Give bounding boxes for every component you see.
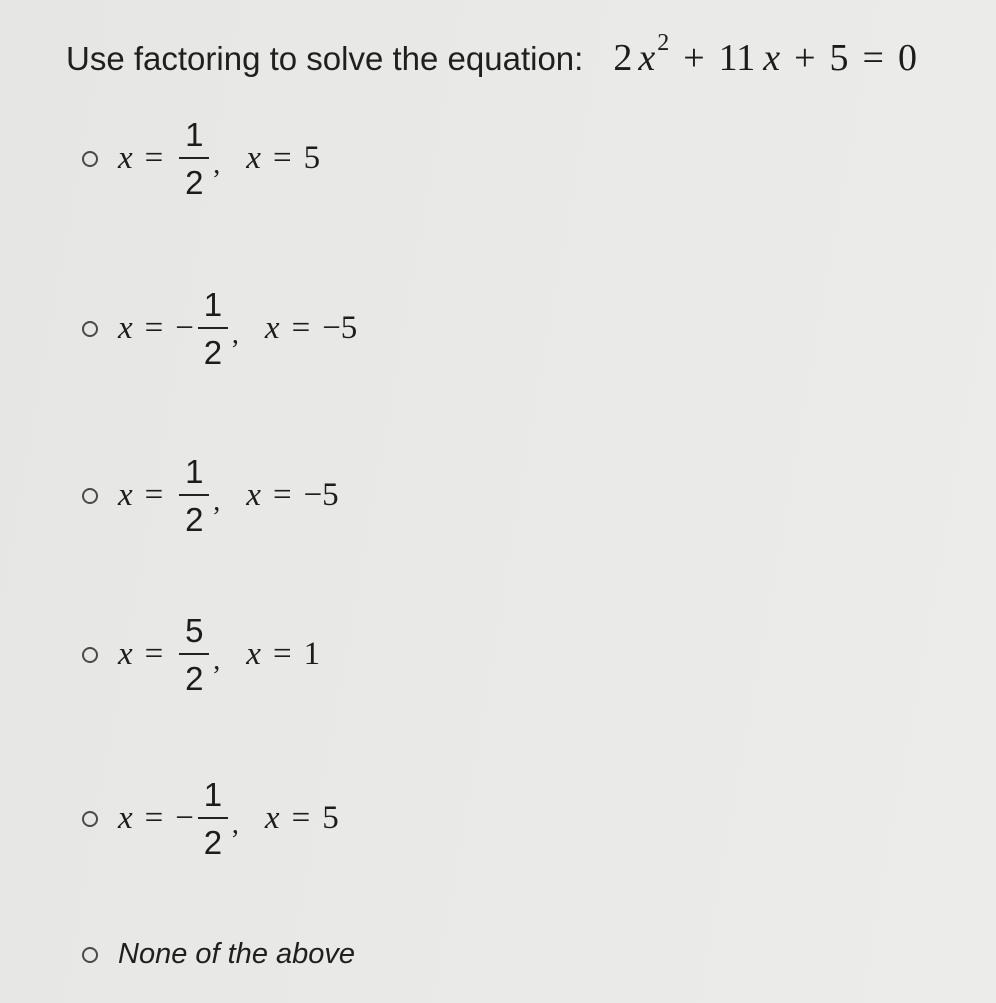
- option-fraction: [179, 614, 209, 695]
- fraction-denominator: 2: [185, 501, 204, 538]
- fraction-numerator: 1: [203, 286, 223, 323]
- option-value-2: −5: [303, 477, 339, 513]
- eq-constant: 5: [829, 37, 849, 79]
- option-comma: ,: [231, 318, 239, 350]
- option-var-2: x: [246, 477, 261, 513]
- answer-option-5[interactable]: [82, 778, 339, 859]
- none-of-the-above-label: None of the above: [118, 938, 356, 970]
- option-equals-2: =: [291, 310, 311, 346]
- radio-button-option-none[interactable]: [82, 947, 98, 963]
- fraction-bar: [198, 817, 228, 819]
- option-5-expression: [118, 778, 339, 859]
- radio-button-option-1[interactable]: [82, 151, 98, 167]
- option-equals: =: [144, 310, 164, 346]
- fraction-denominator: 2: [203, 334, 223, 371]
- option-frac-sign: −: [175, 800, 194, 836]
- option-fraction: [198, 288, 228, 369]
- option-var: x: [118, 140, 133, 176]
- option-comma: ,: [213, 485, 221, 517]
- option-3-expression: [118, 455, 339, 536]
- fraction-bar: [179, 157, 209, 159]
- option-var-2: x: [264, 310, 280, 346]
- answer-option-2[interactable]: [82, 288, 357, 369]
- option-2-expression: [118, 288, 357, 369]
- option-1-expression: [118, 118, 320, 199]
- fraction-numerator: 5: [185, 612, 204, 649]
- fraction-denominator: 2: [203, 824, 223, 861]
- option-var-2: x: [264, 800, 280, 836]
- option-var-2: x: [246, 636, 261, 672]
- eq-var-b: x: [763, 37, 781, 79]
- fraction-denominator: 2: [185, 164, 204, 201]
- fraction-numerator: 1: [185, 453, 204, 490]
- option-equals-2: =: [272, 636, 292, 672]
- option-fraction: [179, 455, 209, 536]
- option-equals: =: [144, 636, 164, 672]
- option-comma: ,: [213, 148, 221, 180]
- option-equals-2: =: [272, 140, 292, 176]
- fraction-bar: [198, 327, 228, 329]
- radio-button-option-5[interactable]: [82, 811, 98, 827]
- option-value-2: 1: [303, 636, 321, 672]
- radio-button-option-4[interactable]: [82, 647, 98, 663]
- eq-plus-1: +: [683, 37, 705, 79]
- option-fraction: [179, 118, 209, 199]
- answer-option-1[interactable]: [82, 118, 320, 199]
- option-var: x: [118, 310, 133, 346]
- option-equals: =: [144, 477, 164, 513]
- option-value-2: −5: [322, 310, 358, 346]
- eq-plus-2: +: [794, 37, 816, 79]
- option-var-2: x: [246, 140, 261, 176]
- option-var: x: [118, 636, 133, 672]
- eq-coef-a: 2: [613, 37, 633, 79]
- fraction-bar: [179, 494, 209, 496]
- eq-exponent: 2: [657, 30, 670, 57]
- eq-var: x: [638, 37, 656, 79]
- question-equation: [613, 30, 917, 80]
- fraction-numerator: 1: [203, 776, 223, 813]
- fraction-denominator: 2: [185, 660, 204, 697]
- answer-option-none[interactable]: [82, 938, 355, 971]
- option-equals-2: =: [291, 800, 311, 836]
- option-equals: =: [144, 800, 164, 836]
- option-comma: ,: [213, 644, 221, 676]
- option-value-2: 5: [322, 800, 339, 836]
- option-fraction: [198, 778, 228, 859]
- option-comma: ,: [231, 808, 239, 840]
- question-prompt: Use factoring to solve the equation:: [66, 40, 584, 77]
- option-var: x: [118, 477, 133, 513]
- answer-option-3[interactable]: [82, 455, 339, 536]
- eq-equals: =: [862, 37, 884, 79]
- option-var: x: [118, 800, 133, 836]
- option-4-expression: [118, 614, 320, 695]
- radio-button-option-3[interactable]: [82, 488, 98, 504]
- option-equals-2: =: [272, 477, 292, 513]
- option-frac-sign: −: [175, 310, 194, 346]
- fraction-numerator: 1: [185, 116, 204, 153]
- eq-coef-b: 11: [718, 37, 756, 79]
- option-value-2: 5: [303, 140, 321, 176]
- option-equals: =: [144, 140, 164, 176]
- radio-button-option-2[interactable]: [82, 321, 98, 337]
- fraction-bar: [179, 653, 209, 655]
- question-header: [66, 30, 917, 80]
- eq-rhs: 0: [897, 37, 917, 79]
- answer-option-4[interactable]: [82, 614, 320, 695]
